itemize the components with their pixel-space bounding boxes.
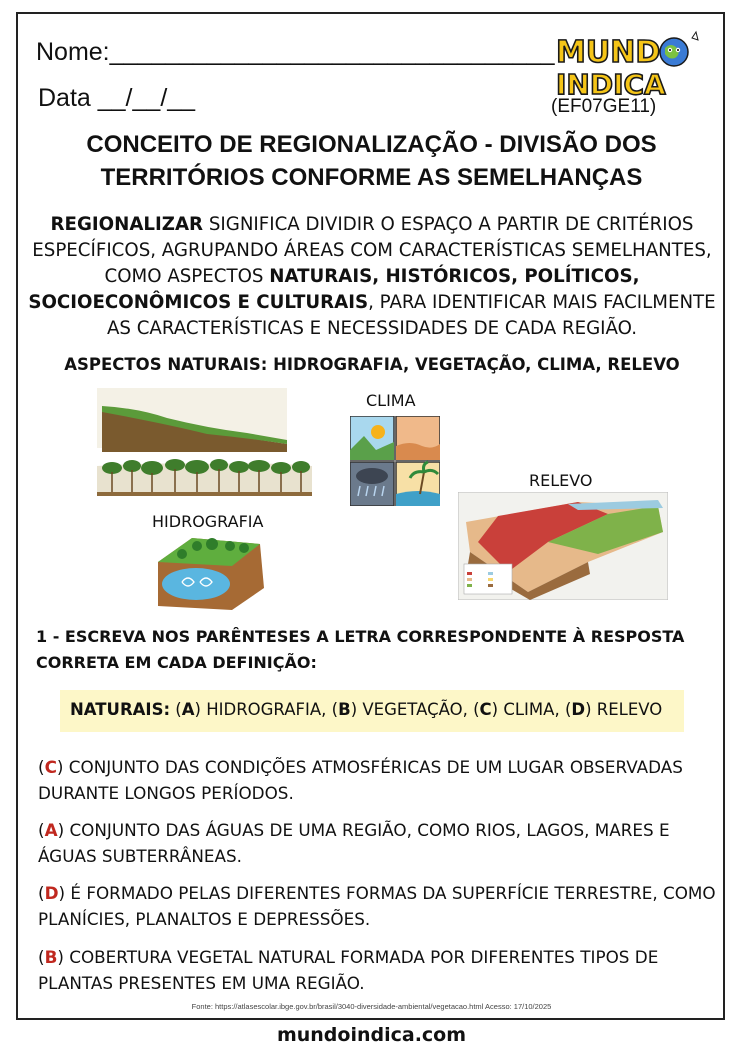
- definition-line-1: ) CONJUNTO DAS ÁGUAS DE UMA REGIÃO, COMO RIOS, LAGOS, MARES E: [57, 820, 670, 840]
- svg-text:MUND: MUND: [556, 35, 661, 70]
- intro-paragraph: [22, 212, 722, 342]
- footer-site[interactable]: mundoindica.com: [276, 1024, 467, 1046]
- title-line-2: TERRITÓRIOS CONFORME AS SEMELHANÇAS: [100, 164, 643, 191]
- definition-item: (B) COBERTURA VEGETAL NATURAL FORMADA POR DIFERENTES TIPOS DE PLANTAS PRESENTES EM UMA REGIÃO.: [38, 944, 728, 996]
- intro-text-2: , PARA IDENTIFICAR MAIS FACILMENTE AS CARACTERÍSTICAS E NECESSIDADES DE CADA REGIÃO.: [106, 292, 716, 339]
- definition-item: (A) CONJUNTO DAS ÁGUAS DE UMA REGIÃO, COMO RIOS, LAGOS, MARES E ÁGUAS SUBTERRÂNEAS.: [38, 817, 728, 869]
- label-relevo: RELEVO: [529, 471, 593, 490]
- definition-line-1: ) CONJUNTO DAS CONDIÇÕES ATMOSFÉRICAS DE UM LUGAR OBSERVADAS: [56, 757, 683, 777]
- page-title: [30, 128, 713, 194]
- hydrography-illustration: [152, 532, 267, 612]
- vegetation-illustration: [97, 388, 312, 498]
- mundo-indica-logo: [552, 30, 712, 102]
- intro-term: REGIONALIZAR: [50, 214, 204, 235]
- label-clima: CLIMA: [366, 391, 416, 410]
- answer-letter[interactable]: B: [44, 947, 58, 967]
- key-a-text: HIDROGRAFIA,: [206, 700, 327, 719]
- answer-key-text: NATURAIS: (A) HIDROGRAFIA, (B) VEGETAÇÃO, (C) CLIMA, (D) RELEVO: [70, 700, 663, 719]
- answer-key-box: [60, 690, 684, 732]
- key-label: NATURAIS:: [70, 700, 171, 719]
- answer-letter[interactable]: D: [44, 883, 59, 903]
- definition-line-2: DURANTE LONGOS PERÍODOS.: [38, 783, 294, 803]
- answer-letter[interactable]: A: [44, 820, 58, 840]
- aspects-heading: ASPECTOS NATURAIS: HIDROGRAFIA, VEGETAÇÃO, CLIMA, RELEVO: [64, 355, 680, 374]
- key-b-text: VEGETAÇÃO,: [362, 700, 468, 719]
- label-hidrografia: HIDROGRAFIA: [152, 512, 264, 531]
- date-field: Data __/__/__: [38, 84, 196, 112]
- svg-text:INDICA: INDICA: [556, 68, 666, 101]
- definition-item: (D) É FORMADO PELAS DIFERENTES FORMAS DA SUPERFÍCIE TERRESTRE, COMO PLANÍCIES, PLANALTOS E DEPRESSÕES.: [38, 880, 728, 932]
- key-d-letter: D: [571, 700, 586, 719]
- key-c-text: CLIMA,: [503, 700, 560, 719]
- definition-line-1: ) É FORMADO PELAS DIFERENTES FORMAS DA SUPERFÍCIE TERRESTRE, COMO: [58, 883, 716, 903]
- question-1: [36, 624, 716, 676]
- question-1-line-1: 1 - ESCREVA NOS PARÊNTESES A LETRA CORRESPONDENTE À RESPOSTA: [36, 627, 685, 646]
- definition-line-2: ÁGUAS SUBTERRÂNEAS.: [38, 846, 242, 866]
- title-line-1: CONCEITO DE REGIONALIZAÇÃO - DIVISÃO DOS: [86, 131, 657, 158]
- intro-text-1: SIGNIFICA DIVIDIR O ESPAÇO A PARTIR DE CRITÉRIOS ESPECÍFICOS, AGRUPANDO ÁREAS COM CARACTERÍSTICAS SEMELHANTES, COMO ASPECTOS: [32, 214, 712, 287]
- key-d-text: RELEVO: [596, 700, 663, 719]
- key-a-letter: A: [181, 700, 195, 719]
- key-b-letter: B: [338, 700, 351, 719]
- source-citation: Fonte: https://atlasescolar.ibge.gov.br/brasil/3040-diversidade-ambiental/vegetacao.html Acesso: 17/10/2025: [191, 1002, 552, 1011]
- relief-illustration: [458, 492, 668, 600]
- question-1-line-2: CORRETA EM CADA DEFINIÇÃO:: [36, 653, 317, 672]
- intro-aspects: NATURAIS, HISTÓRICOS, POLÍTICOS, SOCIOECONÔMICOS E CULTURAIS: [28, 266, 640, 313]
- answer-letter[interactable]: C: [44, 757, 57, 777]
- curriculum-code: (EF07GE11): [551, 96, 657, 117]
- definition-line-2: PLANÍCIES, PLANALTOS E DEPRESSÕES.: [38, 909, 371, 929]
- key-c-letter: C: [479, 700, 492, 719]
- definition-item: (C) CONJUNTO DAS CONDIÇÕES ATMOSFÉRICAS DE UM LUGAR OBSERVADAS DURANTE LONGOS PERÍODOS.: [38, 754, 728, 806]
- name-field: Nome:________________________________: [36, 38, 555, 66]
- definition-line-2: PLANTAS PRESENTES EM UMA REGIÃO.: [38, 973, 365, 993]
- definition-line-1: ) COBERTURA VEGETAL NATURAL FORMADA POR DIFERENTES TIPOS DE: [57, 947, 659, 967]
- climate-illustration: [350, 416, 440, 506]
